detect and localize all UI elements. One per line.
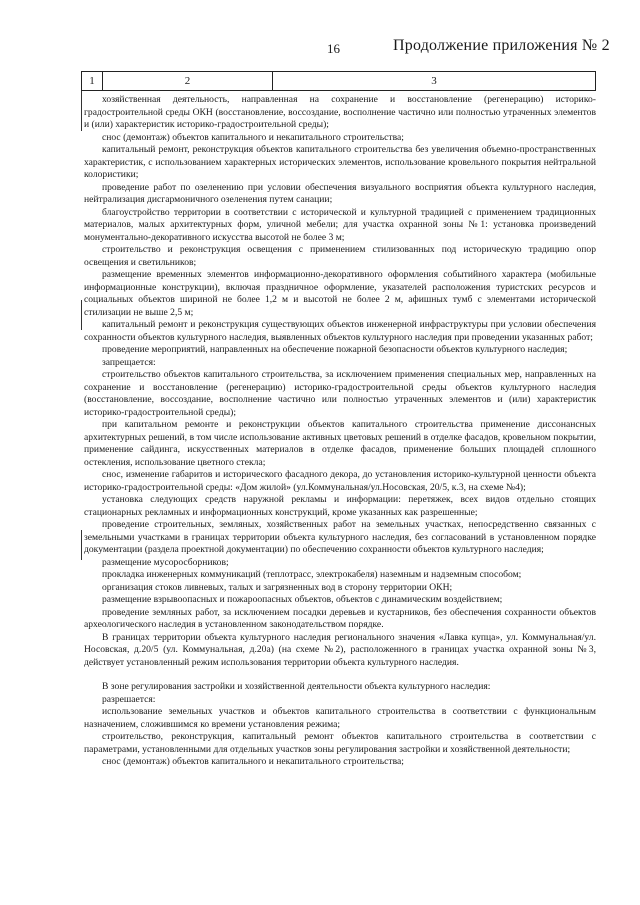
paragraph: капитальный ремонт, реконструкция объектов капитального строительства без увеличения объемно-пространственных характеристик, с использованием характерных исторических элементов, использование кровельного покрытия нейтральной колористики; <box>84 144 596 180</box>
section-label: запрещается: <box>102 356 156 368</box>
table-left-border <box>81 530 82 560</box>
column-header-2: 2 <box>103 72 273 90</box>
paragraph: снос (демонтаж) объектов капитального и некапитального строительства; <box>102 131 404 143</box>
paragraph: проведение мероприятий, направленных на обеспечение пожарной безопасности объектов культурного наследия; <box>102 344 568 355</box>
paragraph: организация стоков ливневых, талых и загрязненных вод в сторону территории ОКН; <box>102 581 453 593</box>
document-body <box>84 94 596 769</box>
paragraph: использование земельных участков и объектов капитального строительства в соответствии с функциональным назначением, сложившимся ко времени установления режима; <box>84 706 596 730</box>
paragraph: проведение земляных работ, за исключением посадки деревьев и кустарников, без обеспечения сохранности объектов археологического наследия в установленном законодательством порядке. <box>84 606 596 630</box>
paragraph: установка следующих средств наружной рекламы и информации: перетяжек, всех видов отдельно стоящих стационарных рекламных и информационных конструкций, кроме указанных как разрешенные; <box>84 494 596 518</box>
paragraph: размещение мусоросборников; <box>102 556 229 568</box>
paragraph: строительство объектов капитального строительства, за исключением применения специальных мер, направленных на сохранение и восстановление (регенерацию) историко-градостроительной среды объектов культурного наследия (восстановление, воссоздание, восполнение частично или полностью утраченных элементов и (или) характеристик историко-градостроительной среды); <box>84 369 596 418</box>
table-left-border <box>81 91 82 131</box>
section-label: разрешается: <box>102 693 156 705</box>
page-number: 16 <box>327 41 340 56</box>
paragraph: хозяйственная деятельность, направленная на сохранение и восстановление (регенерацию) историко-градостроительной среды ОКН (восстановление, воссоздание, восполнение частично или полностью утраченных элементов и (или) характеристик историко-градостроительной среды); <box>84 94 596 130</box>
paragraph: прокладка инженерных коммуникаций (теплотрасс, электрокабеля) наземным и надземным способом; <box>102 569 522 580</box>
paragraph: размещение взрывоопасных и пожароопасных объектов, объектов с динамическим воздействием; <box>102 594 503 605</box>
paragraph: строительство, реконструкция, капитальный ремонт объектов капитального строительства в соответствии с параметрами, установленными для отдельных участков зоны регулирования застройки и хозяйственной деятельности; <box>84 731 596 755</box>
paragraph: проведение строительных, земляных, хозяйственных работ на земельных участках, непосредственно связанных с земельными участками в границах территории объекта культурного наследия, без согласований в установленном порядке документации (раздела проектной документации) по обеспечению сохранности объектов культурного наследия; <box>84 519 596 555</box>
paragraph: размещение временных элементов информационно-декоративного оформления событийного характера (мобильные информационные конструкции), включая праздничное оформление, указателей расположения туристских ресурсов и социальных объектов шириной не более 1,2 м и высотой не более 2 м, афишных тумб с элементами исторической стилизации не выше 2,5 м; <box>84 269 596 318</box>
paragraph: строительство и реконструкция освещения с применением стилизованных под историческую традицию опор освещения и светильников; <box>84 244 596 268</box>
column-header-table <box>81 71 596 91</box>
paragraph: проведение работ по озеленению при условии обеспечения визуального восприятия объекта культурного наследия, нейтрализация дисгармоничного озеленения путем санации; <box>84 181 596 205</box>
column-header-1: 1 <box>82 72 103 90</box>
paragraph: при капитальном ремонте и реконструкции объектов капитального строительства применение диссонансных архитектурных решений, в том числе использование активных цветовых решений в отделке фасадов, кровельном покрытии, применение сайдинга, искусственных материалов в отделке фасадов, применение больших площадей сплошного остекления, использование цветного стекла; <box>84 419 596 468</box>
section-heading: В зоне регулирования застройки и хозяйственной деятельности объекта культурного наследия: <box>102 681 491 692</box>
paragraph: благоустройство территории в соответствии с исторической и культурной традицией с применением традиционных материалов, малых архитектурных форм, уличной мебели; для участка охранной зоны №1: установка произведений монументально-декоративного искусства высотой не более 3 м; <box>84 206 596 243</box>
table-left-border <box>81 300 82 330</box>
paragraph: снос (демонтаж) объектов капитального и некапитального строительства; <box>102 756 404 767</box>
paragraph: В границах территории объекта культурного наследия регионального значения «Лавка купца», ул. Коммунальная/ул. Носовская, д.20/5 (ул. Коммунальная, д.20а) (на схеме №2), расположенного в границах участка охранной зоны №3, действует установленный режим использования территории объекта культурного наследия. <box>84 631 596 668</box>
paragraph: снос, изменение габаритов и исторического фасадного декора, до установления историко-культурной ценности объекта историко-градостроительной среды: «Дом жилой» (ул.Коммунальная/ул.Носовская, 20/5, к.3, на схеме №4); <box>84 469 596 493</box>
paragraph: капитальный ремонт и реконструкция существующих объектов инженерной инфраструктуры при условии обеспечения сохранности объектов культурного наследия, выявленных объектов культурного наследия при проведении указанных работ; <box>84 319 596 343</box>
column-header-3: 3 <box>431 75 437 87</box>
page-title: Продолжение приложения № 2 <box>393 37 610 54</box>
